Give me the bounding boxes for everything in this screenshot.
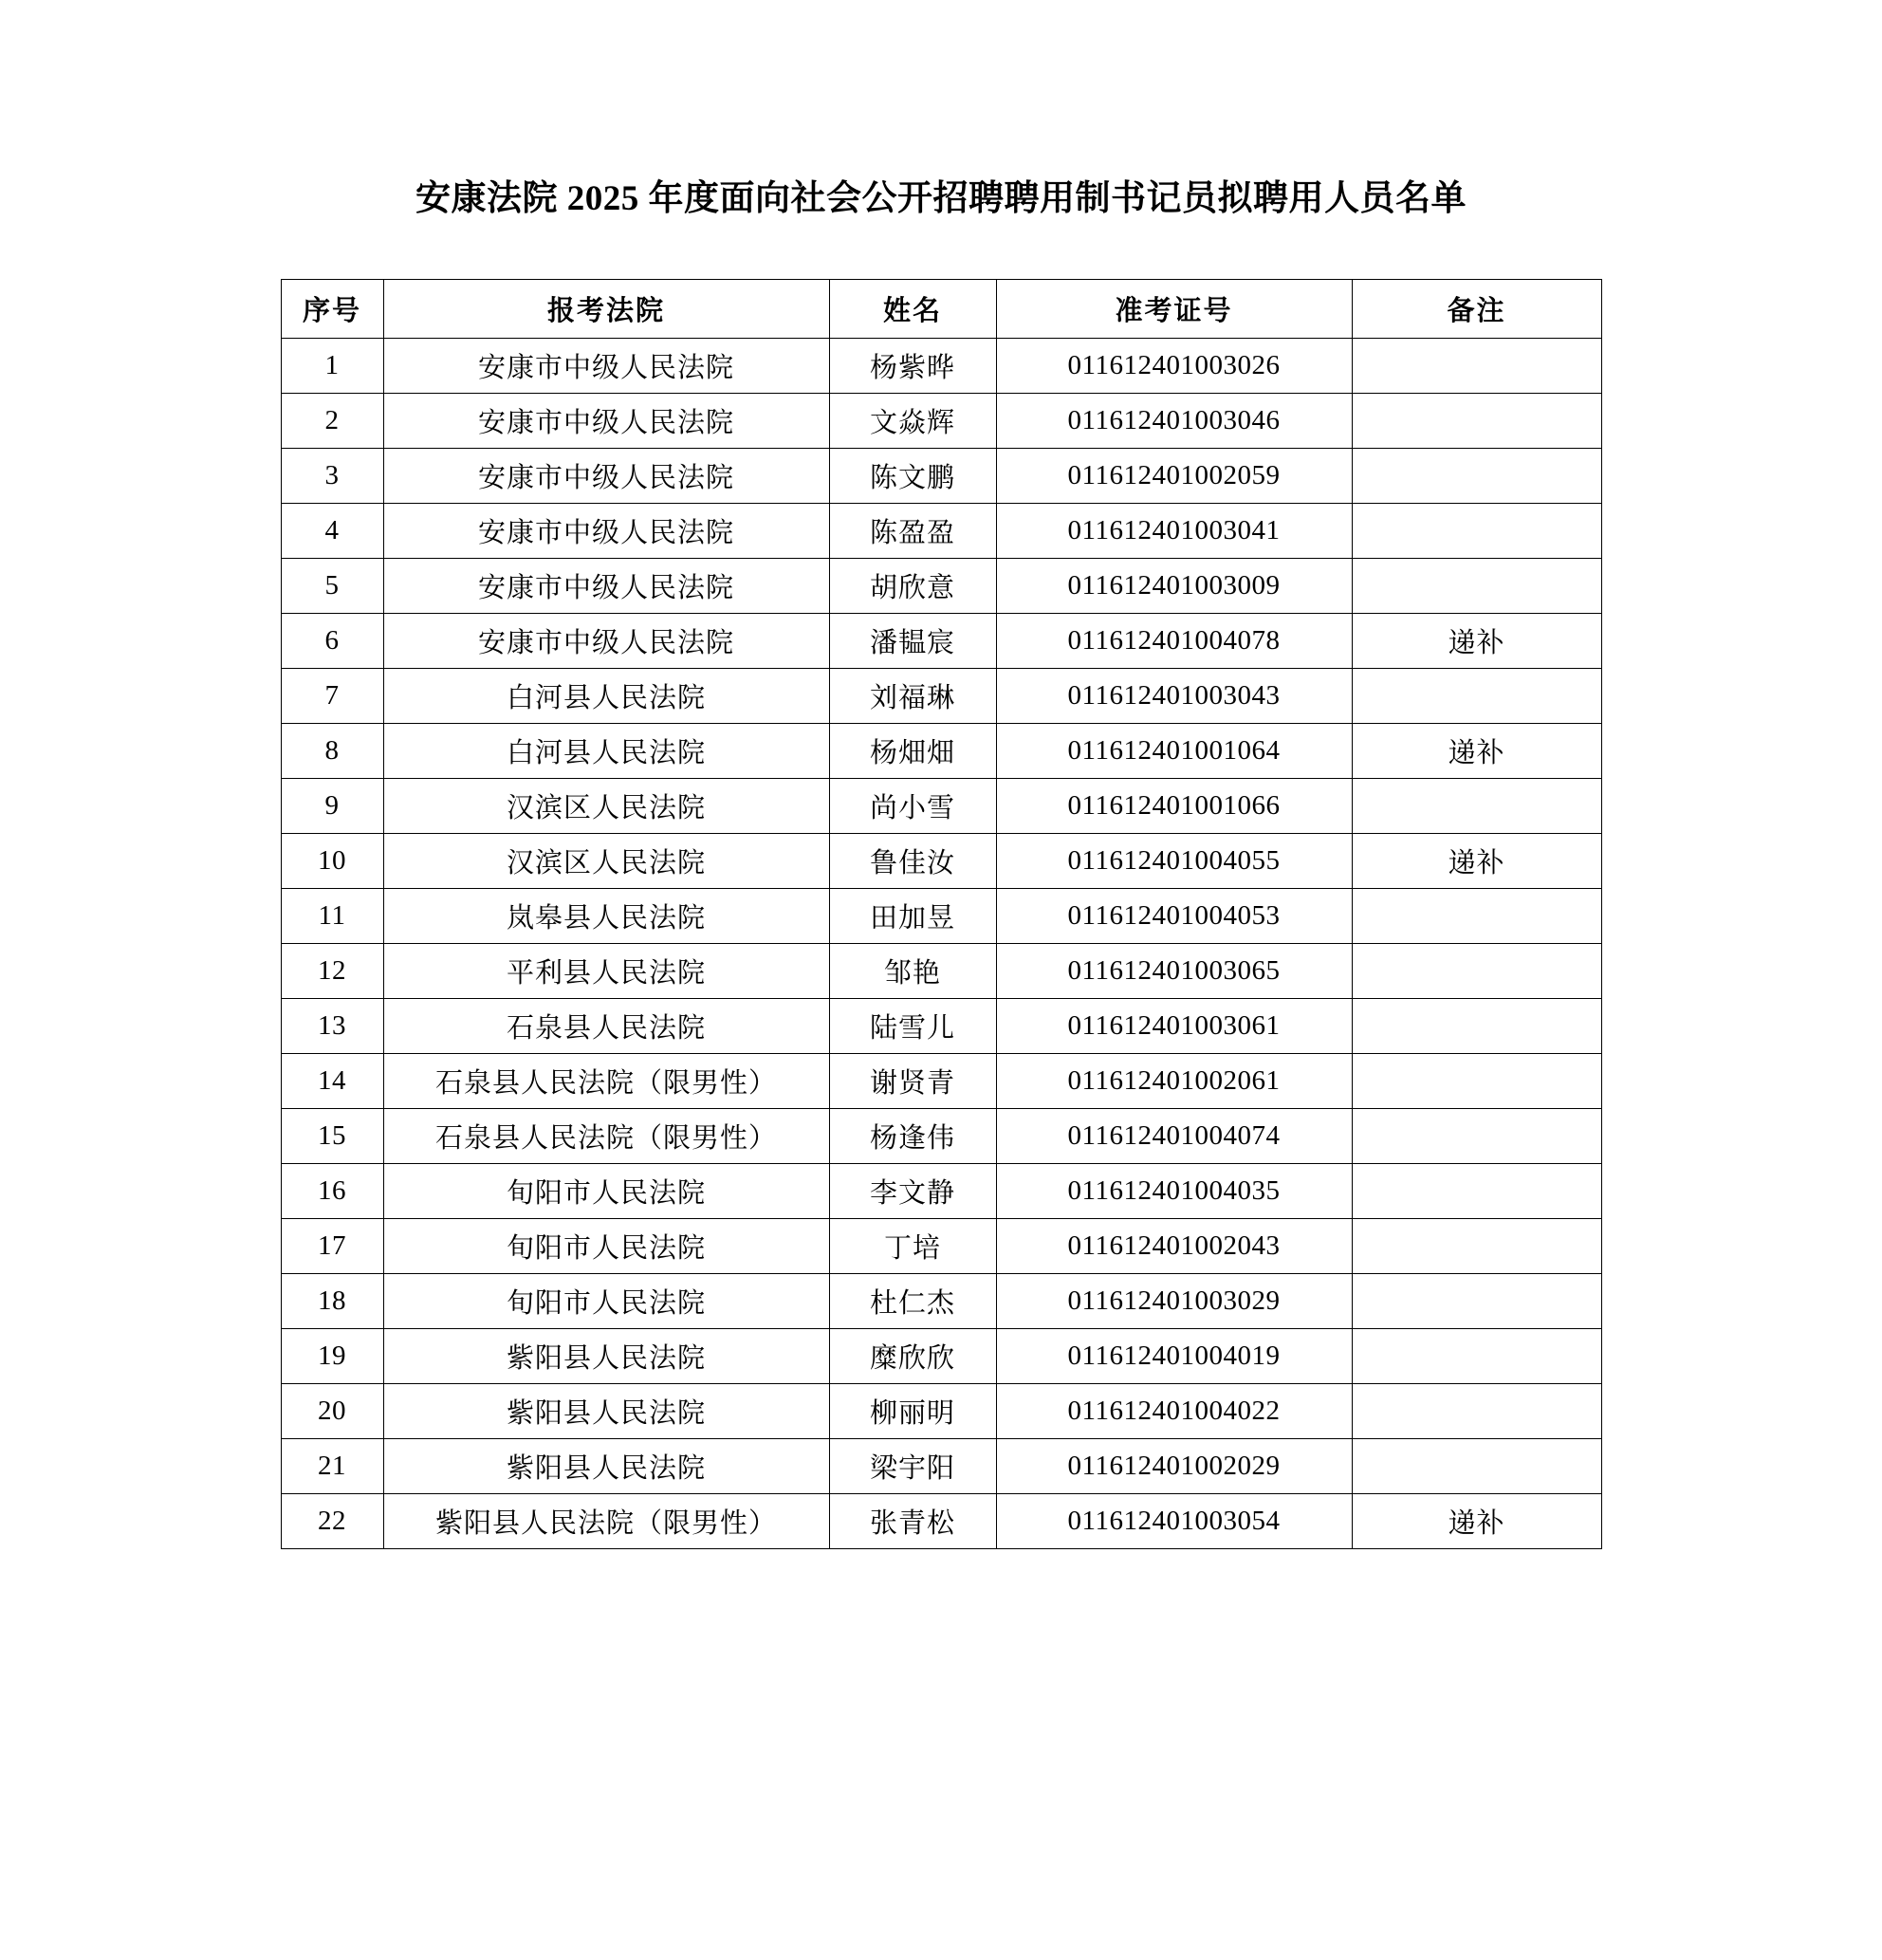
cell-court: 旬阳市人民法院: [383, 1164, 829, 1219]
cell-seq: 5: [281, 559, 383, 614]
cell-court: 安康市中级人民法院: [383, 449, 829, 504]
table-row: [281, 1439, 1601, 1494]
cell-name: 杜仁杰: [829, 1274, 996, 1329]
cell-name: 丁培: [829, 1219, 996, 1274]
cell-seq: 9: [281, 779, 383, 834]
cell-court: 旬阳市人民法院: [383, 1219, 829, 1274]
column-header-remark: 备注: [1352, 280, 1601, 339]
table-row: [281, 1219, 1601, 1274]
table-row: [281, 1384, 1601, 1439]
cell-seq: 15: [281, 1109, 383, 1164]
cell-remark: [1352, 559, 1601, 614]
cell-seq: 1: [281, 339, 383, 394]
cell-court: 安康市中级人民法院: [383, 394, 829, 449]
column-header-seq: 序号: [281, 280, 383, 339]
column-header-ticket: 准考证号: [996, 280, 1352, 339]
cell-name: 刘福琳: [829, 669, 996, 724]
cell-remark: [1352, 1329, 1601, 1384]
cell-seq: 21: [281, 1439, 383, 1494]
cell-name: 田加昱: [829, 889, 996, 944]
cell-remark: [1352, 999, 1601, 1054]
cell-seq: 6: [281, 614, 383, 669]
cell-ticket: 011612401003054: [996, 1494, 1352, 1549]
cell-ticket: 011612401004074: [996, 1109, 1352, 1164]
cell-name: 谢贤青: [829, 1054, 996, 1109]
cell-ticket: 011612401004022: [996, 1384, 1352, 1439]
cell-seq: 8: [281, 724, 383, 779]
cell-court: 白河县人民法院: [383, 669, 829, 724]
cell-ticket: 011612401003009: [996, 559, 1352, 614]
cell-court: 旬阳市人民法院: [383, 1274, 829, 1329]
cell-name: 陈盈盈: [829, 504, 996, 559]
table-row: [281, 559, 1601, 614]
table-row: [281, 339, 1601, 394]
cell-remark: [1352, 1274, 1601, 1329]
cell-court: 安康市中级人民法院: [383, 614, 829, 669]
table-row: [281, 834, 1601, 889]
cell-seq: 20: [281, 1384, 383, 1439]
cell-name: 张青松: [829, 1494, 996, 1549]
cell-seq: 18: [281, 1274, 383, 1329]
cell-remark: [1352, 779, 1601, 834]
cell-ticket: 011612401003026: [996, 339, 1352, 394]
cell-name: 杨逢伟: [829, 1109, 996, 1164]
cell-name: 胡欣意: [829, 559, 996, 614]
table-header: [281, 280, 1601, 339]
cell-ticket: 011612401004055: [996, 834, 1352, 889]
cell-court: 汉滨区人民法院: [383, 779, 829, 834]
table-row: [281, 1164, 1601, 1219]
cell-court: 平利县人民法院: [383, 944, 829, 999]
cell-ticket: 011612401004053: [996, 889, 1352, 944]
cell-ticket: 011612401002059: [996, 449, 1352, 504]
cell-remark: [1352, 889, 1601, 944]
cell-court: 安康市中级人民法院: [383, 504, 829, 559]
cell-seq: 19: [281, 1329, 383, 1384]
cell-ticket: 011612401003065: [996, 944, 1352, 999]
page-title: 安康法院 2025 年度面向社会公开招聘聘用制书记员拟聘用人员名单: [415, 179, 1467, 218]
cell-seq: 17: [281, 1219, 383, 1274]
table-row: [281, 944, 1601, 999]
cell-ticket: 011612401004035: [996, 1164, 1352, 1219]
table-body: [281, 339, 1601, 1549]
cell-name: 鲁佳汝: [829, 834, 996, 889]
table-row: [281, 724, 1601, 779]
cell-ticket: 011612401003029: [996, 1274, 1352, 1329]
cell-name: 李文静: [829, 1164, 996, 1219]
cell-seq: 3: [281, 449, 383, 504]
cell-court: 汉滨区人民法院: [383, 834, 829, 889]
cell-ticket: 011612401004078: [996, 614, 1352, 669]
table-header-row: [281, 280, 1601, 339]
table-row: [281, 999, 1601, 1054]
cell-ticket: 011612401004019: [996, 1329, 1352, 1384]
cell-remark: [1352, 449, 1601, 504]
cell-name: 梁宇阳: [829, 1439, 996, 1494]
table-row: [281, 779, 1601, 834]
cell-remark: [1352, 1164, 1601, 1219]
cell-seq: 4: [281, 504, 383, 559]
cell-remark: [1352, 394, 1601, 449]
table-row: [281, 504, 1601, 559]
cell-seq: 10: [281, 834, 383, 889]
cell-court: 石泉县人民法院: [383, 999, 829, 1054]
column-header-name: 姓名: [829, 280, 996, 339]
cell-seq: 22: [281, 1494, 383, 1549]
cell-remark: [1352, 944, 1601, 999]
cell-remark: [1352, 1109, 1601, 1164]
cell-remark: [1352, 669, 1601, 724]
cell-remark: 递补: [1352, 834, 1601, 889]
cell-seq: 11: [281, 889, 383, 944]
cell-remark: [1352, 1054, 1601, 1109]
cell-court: 安康市中级人民法院: [383, 339, 829, 394]
table-row: [281, 889, 1601, 944]
cell-remark: [1352, 1219, 1601, 1274]
cell-seq: 16: [281, 1164, 383, 1219]
cell-remark: [1352, 1384, 1601, 1439]
table-row: [281, 1109, 1601, 1164]
cell-court: 安康市中级人民法院: [383, 559, 829, 614]
cell-ticket: 011612401003061: [996, 999, 1352, 1054]
table-row: [281, 1329, 1601, 1384]
cell-ticket: 011612401003041: [996, 504, 1352, 559]
cell-ticket: 011612401001064: [996, 724, 1352, 779]
table-row: [281, 394, 1601, 449]
cell-court: 石泉县人民法院（限男性）: [383, 1054, 829, 1109]
column-header-court: 报考法院: [383, 280, 829, 339]
cell-court: 白河县人民法院: [383, 724, 829, 779]
cell-court: 紫阳县人民法院（限男性）: [383, 1494, 829, 1549]
cell-court: 紫阳县人民法院: [383, 1439, 829, 1494]
cell-name: 糜欣欣: [829, 1329, 996, 1384]
cell-ticket: 011612401002029: [996, 1439, 1352, 1494]
cell-name: 邹艳: [829, 944, 996, 999]
table-row: [281, 1054, 1601, 1109]
cell-name: 杨畑畑: [829, 724, 996, 779]
cell-name: 陈文鹏: [829, 449, 996, 504]
cell-ticket: 011612401003043: [996, 669, 1352, 724]
cell-name: 杨紫晔: [829, 339, 996, 394]
cell-remark: [1352, 339, 1601, 394]
cell-name: 陆雪儿: [829, 999, 996, 1054]
cell-remark: 递补: [1352, 1494, 1601, 1549]
cell-remark: 递补: [1352, 614, 1601, 669]
cell-remark: [1352, 504, 1601, 559]
table-row: [281, 449, 1601, 504]
table-container: [0, 279, 1882, 1549]
table-row: [281, 1274, 1601, 1329]
cell-remark: 递补: [1352, 724, 1601, 779]
cell-court: 紫阳县人民法院: [383, 1384, 829, 1439]
cell-court: 紫阳县人民法院: [383, 1329, 829, 1384]
cell-ticket: 011612401003046: [996, 394, 1352, 449]
cell-seq: 12: [281, 944, 383, 999]
cell-seq: 7: [281, 669, 383, 724]
cell-seq: 13: [281, 999, 383, 1054]
cell-name: 柳丽明: [829, 1384, 996, 1439]
table-row: [281, 1494, 1601, 1549]
cell-remark: [1352, 1439, 1601, 1494]
cell-seq: 14: [281, 1054, 383, 1109]
cell-name: 文焱辉: [829, 394, 996, 449]
cell-court: 岚皋县人民法院: [383, 889, 829, 944]
cell-name: 尚小雪: [829, 779, 996, 834]
cell-court: 石泉县人民法院（限男性）: [383, 1109, 829, 1164]
cell-ticket: 011612401001066: [996, 779, 1352, 834]
cell-name: 潘韫宸: [829, 614, 996, 669]
hire-list-table: [281, 279, 1602, 1549]
table-row: [281, 614, 1601, 669]
table-row: [281, 669, 1601, 724]
cell-ticket: 011612401002061: [996, 1054, 1352, 1109]
cell-seq: 2: [281, 394, 383, 449]
cell-ticket: 011612401002043: [996, 1219, 1352, 1274]
